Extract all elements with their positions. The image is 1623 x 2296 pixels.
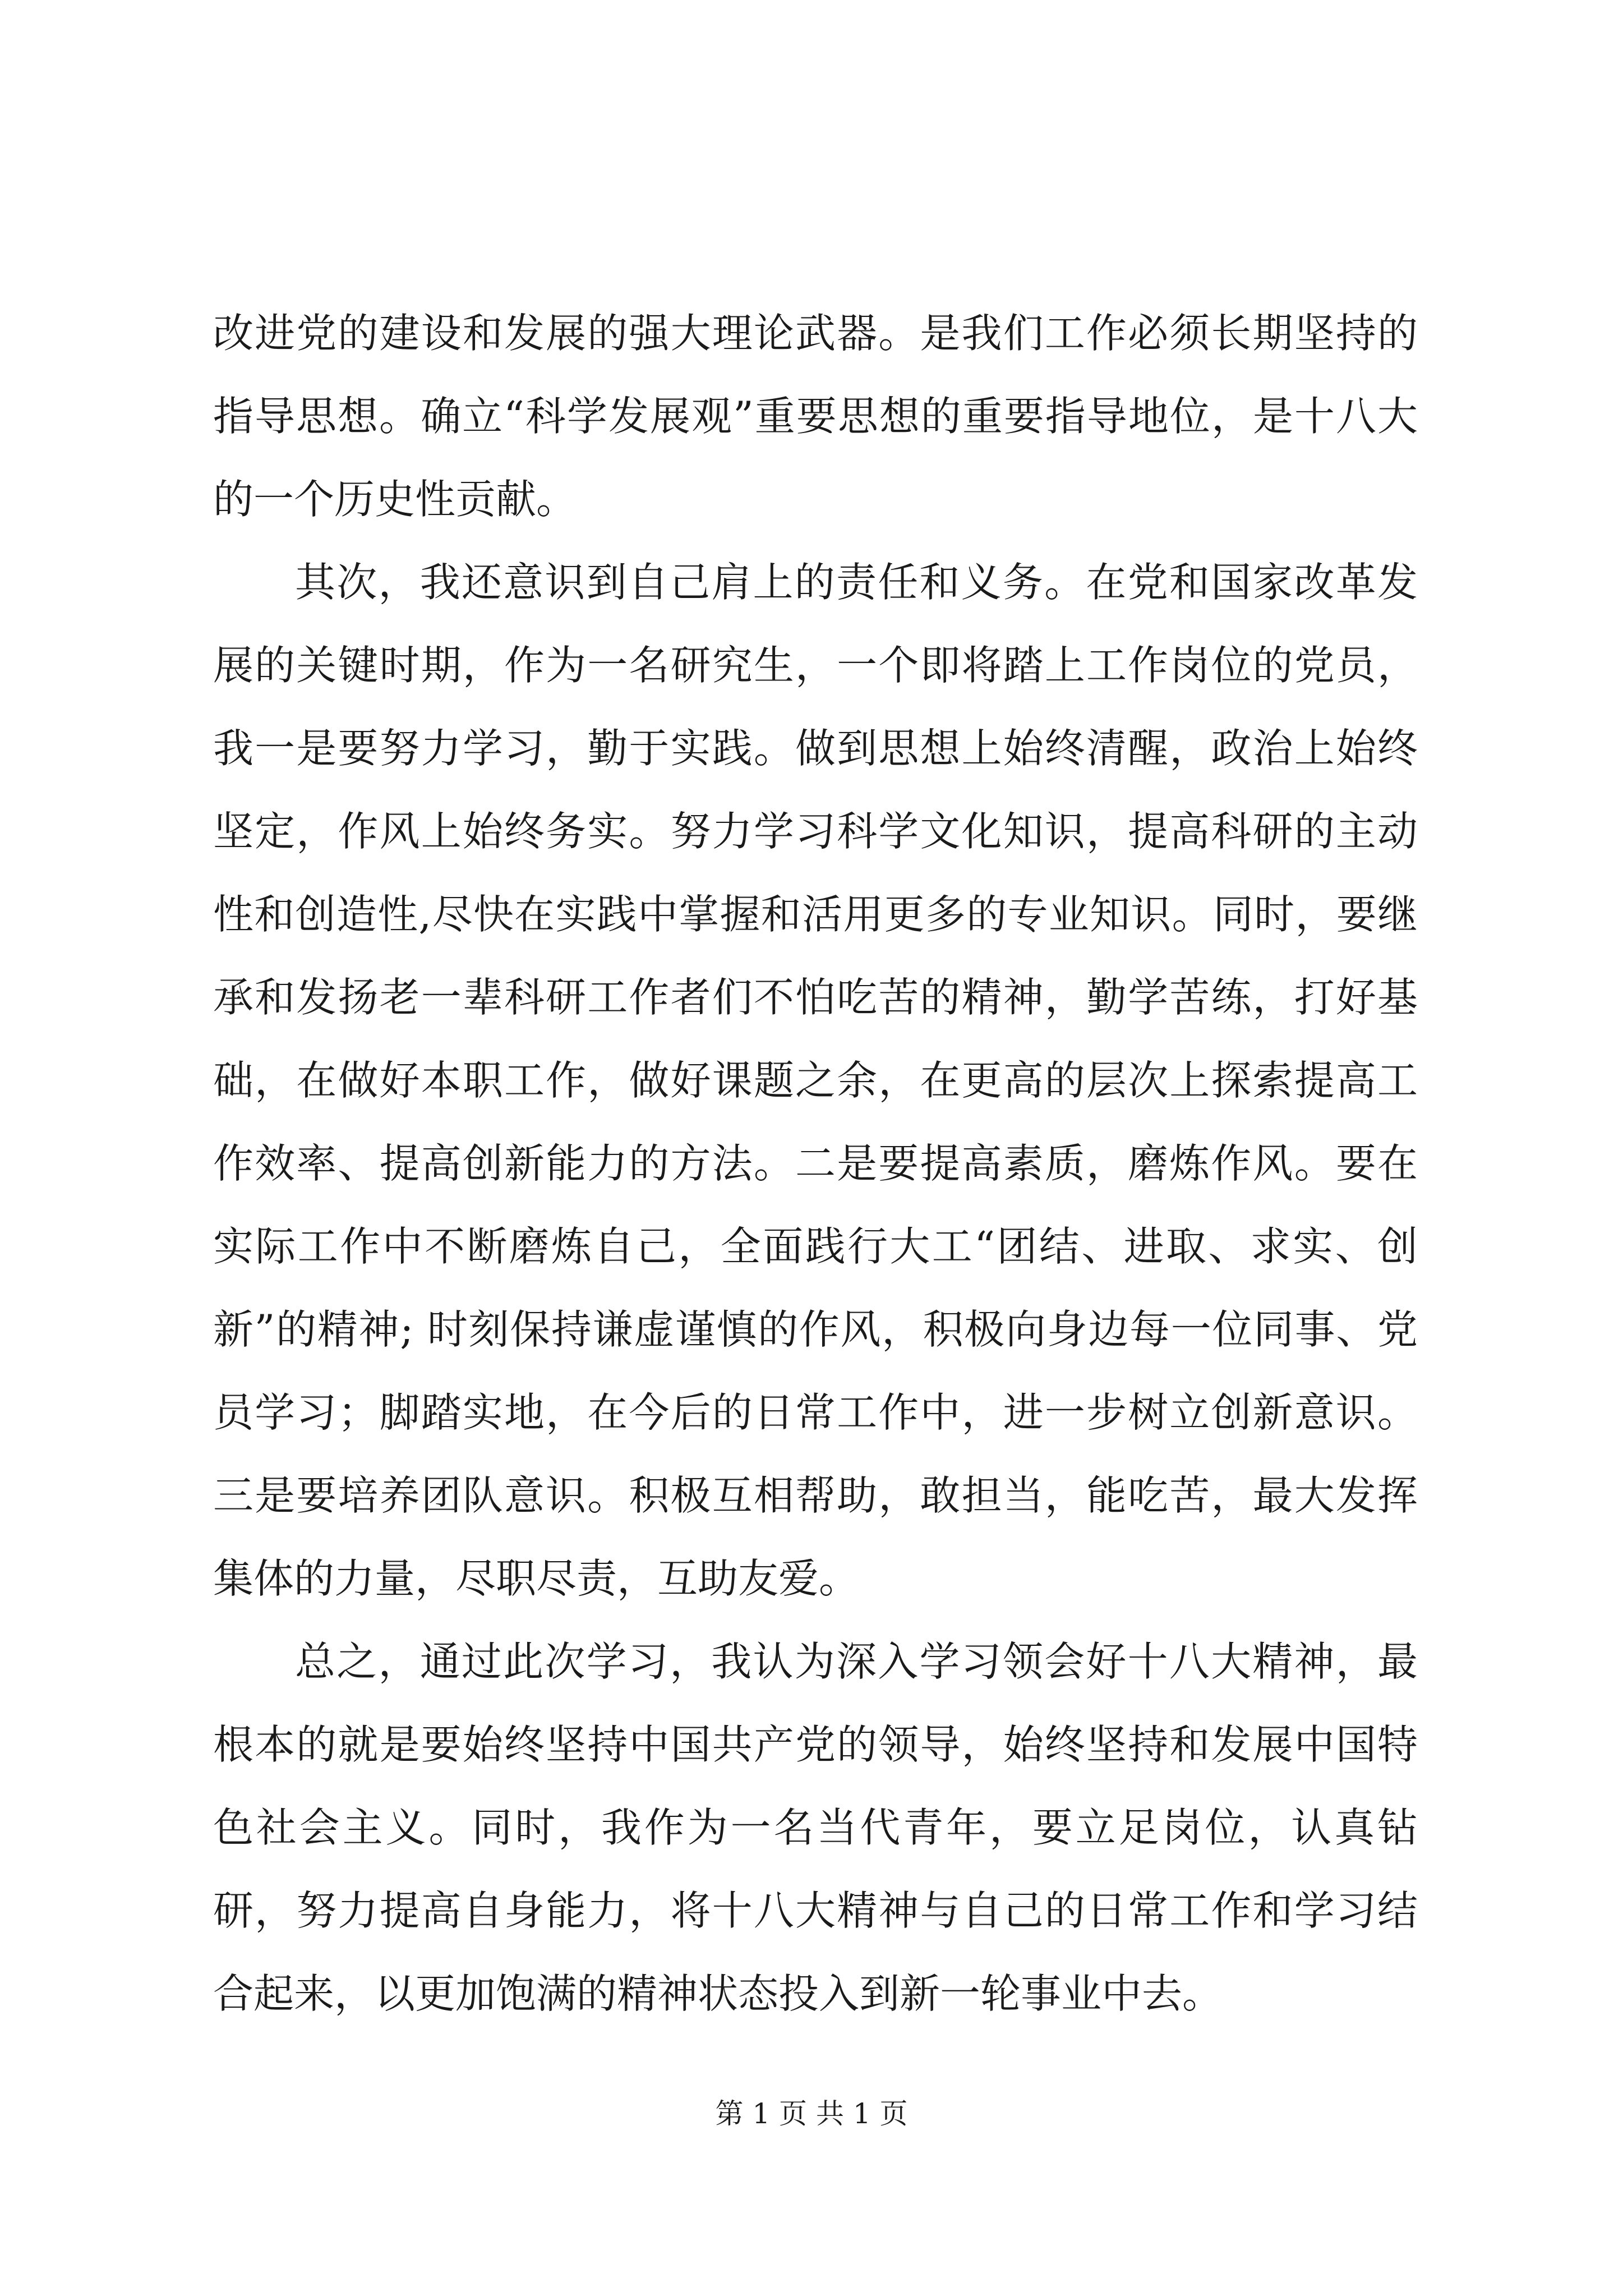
paragraph-3: 总之，通过此次学习，我认为深入学习领会好十八大精神，最根本的就是要始终坚持中国共产党的领导，始终坚持和发展中国特色社会主义。同时，我作为一名当代青年，要立足岗位，认真钻研，努力提高自身能力，将十八大精神与自己的日常工作和学习结合起来，以更加饱满的精神状态投入到新一轮事业中去。 bbox=[213, 1638, 1418, 2017]
document-body bbox=[213, 292, 1418, 2035]
paragraph-1: 改进党的建设和发展的强大理论武器。是我们工作必须长期坚持的指导思想。确立“科学发展观”重要思想的重要指导地位，是十八大的一个历史性贡献。 bbox=[213, 310, 1418, 523]
page-footer: 第 1 页 共 1 页 bbox=[715, 2097, 908, 2130]
paragraph-2: 其次，我还意识到自己肩上的责任和义务。在党和国家改革发展的关键时期，作为一名研究生，一个即将踏上工作岗位的党员，我一是要努力学习，勤于实践。做到思想上始终清醒，政治上始终坚定，作风上始终务实。努力学习科学文化知识，提高科研的主动性和创造性,尽快在实践中掌握和活用更多的专业知识。同时，要继承和发扬老一辈科研工作者们不怕吃苦的精神，勤学苦练，打好基础，在做好本职工作，做好课题之余，在更高的层次上探索提高工作效率、提高创新能力的方法。二是要提高素质，磨炼作风。要在实际工作中不断磨炼自己，全面践行大工“团结、进取、求实、创新”的精神; 时刻保持谦虚谨慎的作风，积极向身边每一位同事、党员学习；脚踏实地，在今后的日常工作中，进一步树立创新意识。三是要培养团队意识。积极互相帮助，敢担当，能吃苦，最大发挥集体的力量，尽职尽责，互助友爱。 bbox=[213, 559, 1418, 1602]
